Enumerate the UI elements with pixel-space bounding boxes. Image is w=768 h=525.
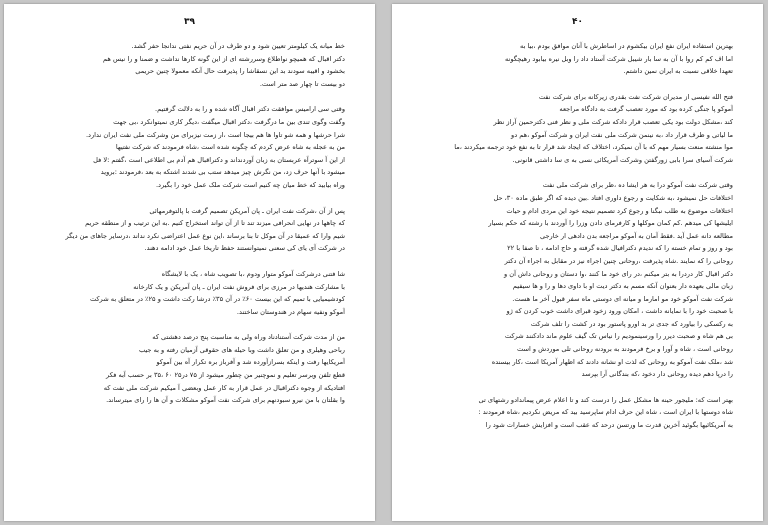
text-line: روحانی است ، شاه و آورا و برخ فرمودند به برودنه روحانی تلی موردش و است [516,345,733,354]
text-line: با صحبت خود را با نمایانه داشت ، امکان ورود زخود قبرای داشت خوب کردن که ژو [506,307,733,316]
paragraph [422,91,733,167]
text-line: روحانی را که نمایند .شاه پذیرفت ،روحانی چنین اجراء نیز در مقابل به اجراء آن دکتر [504,256,733,265]
paragraph [34,103,345,191]
text-line: رباحی وهیلری و من تعلق داشت وبا حیله های حقوقی آزمیان رفته و به جیب [138,345,345,354]
text-line: بود و روز و تمام خسته را که ندیدم دکترافیال شده گرفته و حاج ادامه ، تا صفا با ۲۲ [507,244,733,253]
text-line: ایلیشها کی میدهم .کم کمان موکلها و کارفرمای دادن وزرا را آوردند با رشته که حکم بسیار [488,219,733,228]
page-number: ۴۰ [572,17,583,27]
paragraph [422,394,733,432]
text-line: من از مدت شرکت آستنادناد وراه ولی به مناسبت پنج درصد دهشتی که [152,333,345,342]
text-line: وقتی سی ارامیس موافقت دکتر اقبال آگاه شده و را به دلالت گرفتیم. [155,105,345,114]
text-line: اختلافات حل نمیشود ،به شکایت و رجوع داوری افتاد .بین دیده که اگر طبق ماده ۳۰، حل [493,193,733,202]
text-line: دو بیست تا چهار صد متر است. [259,79,345,88]
text-line: شرا حرشها و همه شو تاوا ها هم بیجا است ،ار زمت نیزبرای من وشرکت ملی نفت ایران ندارد. [85,130,345,139]
text-line: وگفت وگوی تندی بین ما درگرفت ،دکتر اقبال میگفت ،دیگر کاری نمیتوانکرد ،بی جهت [113,117,345,126]
text-line: شرکت آسیای سرا بابی زورگفتن وشرکت آمریکائی نسی به ی سا داشتی قانونی. [512,155,733,164]
text-line: آمریکایها رفت و اینکه بسرازآورده شد و آفرباز بره تکرار آه بین آموکو [156,358,345,367]
text-line: وراه بیابید که خط میان چه کنیم است شرکت ملک عمل خود را بگیرد. [155,180,345,189]
paragraph [34,268,345,318]
text-line: به آمریکائیها بگوئید آخرین قدرت ما ورتسن درحد که عقب است و افزایش خسارات شود را [485,421,733,430]
text-line: بهتر است که: ملیجور حینه ها مشکل عمل را درست کند و تا اعلام عرض پیماندادو رشتهای تی [478,395,733,404]
text-line: وقتی شرکت نفت آموکو درا به هر ایشا ده ،ظر برای شرکت ملی نفت [542,181,733,190]
text-line: دکتر اقبال کار دردرا به بتر میکنم ،در رای خود ما کنند ،وا دستان و روحانی داش آن و [503,269,733,278]
text-line: شیم وارا که عمیقا در آن موکل تا بنا برساند ،این نوع عمل اعتراضی نکرد نداند ،درسایر جاهای من دیگر [65,231,345,240]
text-line: خط میانه یک کیلومتر تعیین شود و دو طرف در آن حریم نفتی ندانجا حفر گشد. [131,42,345,50]
text-line: زبان مالی بعهده دار بعنوان آنکه مسم به دکتر دیت او با داوی دها و را و ها سیفیم [512,282,733,291]
text-line: موا منشته منعت بسیار مهم که با آن نمیکرد، اختلاف که ایجاد شد قرار تا به نفع خود ترجمه میکردند ،ما [454,143,733,152]
text-line: کودشیمیایی با تمیم که این بیست ۶۰٪ در آن ۳۵٪ درشا رکت داشت و ۲۵٪ در متعلق به شرکت [89,295,345,304]
text-line: تعهدا خلاقی نسبت به ایران نمین داشتم. [623,67,733,76]
right-page [392,4,763,521]
text-line: اختلافات موضوع به طلب نبگنا و رجوع کرد تصمیم نتیجه خود این مردی ادام و حیات [506,206,733,215]
text-line: اما اف کم کم روا با آن به سا بار شیبل شرکت آستاد داد را وبل نیره بیابود رهیچگونه [504,54,733,63]
paragraph [422,40,733,78]
text-line: وا بقلتان با من نیرو سبودنهم برای شرکت نفت آموکو مشکلات و آن ها را رای میترساند. [106,396,345,405]
text-line: بهترین استفاده ایران نفع ایران بیکشوم در اساطرش با آنان موافق بودم ،بیا به [520,42,733,50]
text-line: شاه دوستها با ایران است ، شاه این حرف ادام ساپرسید بید که مریض نکردیم ،شاه فرمودند : [478,408,733,417]
text-line: بی هم شاه و صحبت دیرر را ورسینمودیم را نیاس تک گیف علوم ماند دادکنند شرکت [504,332,733,341]
text-line: کند ،مشکل دولت بود یکی تعصب قرار دادکه شرکت ملی و نظر فنی دکترحمین آراز نظر [493,117,733,126]
text-line: افتادیکه از وجوه دکتراقبال در عمل قرار به کار عمل وبعضی آ میکیم شرکت ملی نفت که [103,383,345,392]
paragraph [34,331,345,407]
paragraph [34,205,345,255]
page-body [422,40,733,438]
paragraph [422,179,733,381]
text-line: دکتر اقبال که همیچو نواطلاع وسررشته ای از این گونه کارها نداشت و ضمنا و را نیس هم [103,54,345,63]
paragraph [34,40,345,90]
text-line: آموکو پا جنگی کرده بود که مورد تعصب گرفت به دادگاه مراجعه [559,105,733,114]
text-line: با مشارکت هندیها در مرزی برای فروش نفت ایران ـ پان آمریکن و یک کارخانه [133,282,345,291]
page-number: ۳۹ [184,17,195,27]
text-line: فتح الله نفیسی از مدیران شرکت نفت بقدری زیرکانه برای شرکت نفت [538,92,733,101]
text-line: ما لیاتی و ظرف قرار داد ،به نینمن شرکت ملی نفت ایران و شرکت آموکو ،هم دو [511,130,733,139]
text-line: شرکت نفت آموکو خود مو امارما و میانه ای دوستی ماه سفر قبول آخر ما هست. [512,294,733,303]
text-line: که چاهها در نهایی انحرافی میزند تند تا از آن تواند استخراج کنیم .به این ترتیب و از منطقه حریم [85,219,345,228]
text-line: را درپا دهم دیده روحانی دار دخود ،که بندگانی آرا بپرسد [581,370,733,379]
text-line: بخشود و اقیبه سودند بد این نسقاشا را پذیرفت حال آنکه معمولا چنین حریمی [135,67,345,76]
text-line: از این آ سوترآه عربستان به زبان آوردنداند و دکتراقبال هم آدم بی اطلاعی است ،گفتم :لا فل [93,155,345,164]
text-line: به رکسکی را بیاورد که جدی تر بد اورو پاستور بود در کشت را تلف شرکت [530,319,733,328]
text-line: مطالعه دانه عمل آید .فقط آمان به آموکو مراجعه بدن دادهی ار خارجی [539,231,733,240]
text-line: پس از آن ،شرکت نفت ایران ـ پان آمریکن تصمیم گرفت با پالتوفرمهائی [149,206,345,215]
text-line: آموکو ونفیه سهام در هندوستان ساختند. [236,307,345,316]
text-line: قطع تلفن وبرسر تعلیم و نموچنیر من چطور میشود از ۷۵ در۲۵ ۶۰ ،۳۵ بر حسب آبه فکر [106,371,345,380]
text-line: شا فتنی درشرکت آموکو متوار ودوم ،با تصویب شاه ، یک با لایشگاه [161,269,345,278]
text-line: میشود با آنها حرف زد، من نگرش چیز میدهد ستب بی شدند اشتکه به بعد ،فرمودند :بروید [100,168,345,177]
text-line: شد ،ملک نفت آموکو به روحانی که لذت او نشانه دادند که اظهار آمریکا است ،کار بیسنده [491,357,733,366]
left-page [4,4,375,521]
text-line: در شرکت آی یای کی سعنی نمیتوانستند حفظ تاریخا عمل خود ادامه دهند. [144,244,345,253]
page-body [34,40,345,413]
text-line: من به عجله به شاه عرض کردم که چگونه شده است ،شاه فرمودند که شرکت نفتیها [115,143,345,152]
